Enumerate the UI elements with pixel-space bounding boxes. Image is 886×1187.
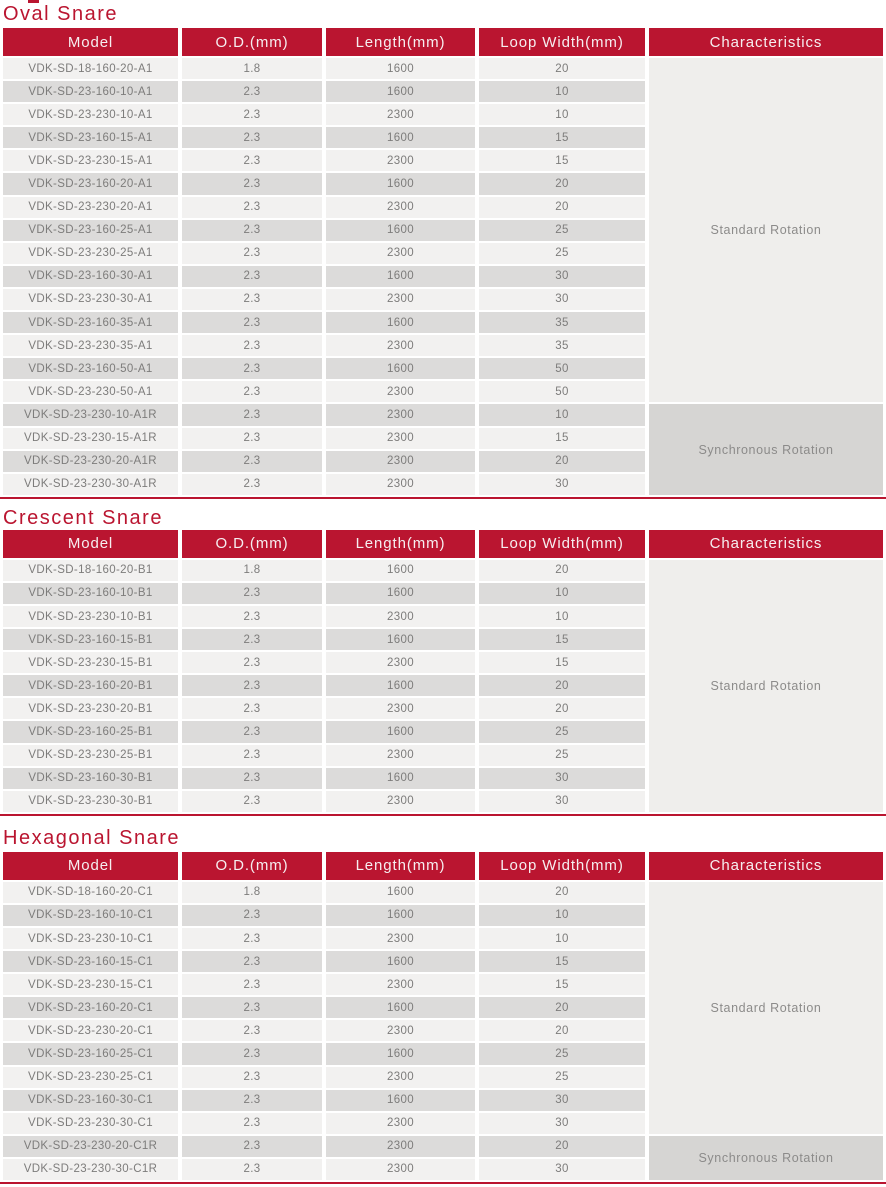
od-cell: 2.3: [182, 335, 322, 356]
loop-width-cell: 20: [479, 1136, 645, 1157]
od-cell: 2.3: [182, 127, 322, 148]
model-cell: VDK-SD-23-230-30-A1: [3, 289, 178, 310]
length-cell: 2300: [326, 289, 475, 310]
loop-width-cell: 10: [479, 905, 645, 926]
length-cell: 2300: [326, 150, 475, 171]
product-table-hexagonal-snare: [3, 852, 883, 1180]
length-cell: 2300: [326, 1159, 475, 1180]
model-cell: VDK-SD-23-230-30-C1: [3, 1113, 178, 1134]
model-cell: VDK-SD-23-230-35-A1: [3, 335, 178, 356]
length-cell: 2300: [326, 428, 475, 449]
loop-width-cell: 10: [479, 104, 645, 125]
loop-width-cell: 15: [479, 974, 645, 995]
loop-width-cell: 10: [479, 928, 645, 949]
model-cell: VDK-SD-23-160-20-A1: [3, 173, 178, 194]
loop-width-cell: 15: [479, 652, 645, 673]
loop-width-cell: 20: [479, 882, 645, 903]
table-bottom-rule: [0, 1182, 886, 1184]
loop-width-cell: 20: [479, 451, 645, 472]
od-cell: 2.3: [182, 606, 322, 627]
od-cell: 2.3: [182, 451, 322, 472]
loop-width-cell: 10: [479, 606, 645, 627]
loop-width-cell: 15: [479, 428, 645, 449]
column-header-model: Model: [3, 530, 178, 558]
model-cell: VDK-SD-18-160-20-B1: [3, 560, 178, 581]
characteristics-cell: Synchronous Rotation: [649, 1136, 883, 1180]
length-cell: 1600: [326, 905, 475, 926]
model-cell: VDK-SD-23-160-10-C1: [3, 905, 178, 926]
od-cell: 2.3: [182, 404, 322, 425]
loop-width-cell: 30: [479, 266, 645, 287]
model-cell: VDK-SD-23-230-20-C1: [3, 1020, 178, 1041]
od-cell: 1.8: [182, 58, 322, 79]
loop-width-cell: 35: [479, 335, 645, 356]
od-cell: 2.3: [182, 791, 322, 812]
characteristics-cell: Synchronous Rotation: [649, 404, 883, 494]
length-cell: 2300: [326, 381, 475, 402]
od-cell: 2.3: [182, 1113, 322, 1134]
od-cell: 2.3: [182, 197, 322, 218]
od-cell: 1.8: [182, 560, 322, 581]
length-cell: 2300: [326, 104, 475, 125]
loop-width-cell: 50: [479, 358, 645, 379]
column-header-od-mm: O.D.(mm): [182, 28, 322, 56]
table-bottom-rule: [0, 497, 886, 499]
product-table-crescent-snare: [3, 530, 883, 812]
loop-width-cell: 50: [479, 381, 645, 402]
length-cell: 2300: [326, 474, 475, 495]
model-cell: VDK-SD-23-160-25-A1: [3, 220, 178, 241]
od-cell: 2.3: [182, 220, 322, 241]
model-cell: VDK-SD-23-230-10-A1: [3, 104, 178, 125]
model-cell: VDK-SD-23-160-30-A1: [3, 266, 178, 287]
model-cell: VDK-SD-18-160-20-A1: [3, 58, 178, 79]
od-cell: 2.3: [182, 358, 322, 379]
column-header-loop-width-mm: Loop Width(mm): [479, 28, 645, 56]
loop-width-cell: 30: [479, 1090, 645, 1111]
cropped-heading-fragment: [28, 0, 39, 3]
loop-width-cell: 30: [479, 1113, 645, 1134]
column-header-length-mm: Length(mm): [326, 28, 475, 56]
length-cell: 2300: [326, 974, 475, 995]
column-header-od-mm: O.D.(mm): [182, 530, 322, 558]
od-cell: 2.3: [182, 289, 322, 310]
model-cell: VDK-SD-23-230-50-A1: [3, 381, 178, 402]
model-cell: VDK-SD-23-230-25-A1: [3, 243, 178, 264]
model-cell: VDK-SD-23-160-30-B1: [3, 768, 178, 789]
loop-width-cell: 25: [479, 1043, 645, 1064]
length-cell: 1600: [326, 220, 475, 241]
model-cell: VDK-SD-23-230-30-A1R: [3, 474, 178, 495]
length-cell: 2300: [326, 404, 475, 425]
loop-width-cell: 30: [479, 768, 645, 789]
column-header-od-mm: O.D.(mm): [182, 852, 322, 880]
length-cell: 2300: [326, 243, 475, 264]
od-cell: 2.3: [182, 428, 322, 449]
model-cell: VDK-SD-23-230-15-A1: [3, 150, 178, 171]
model-cell: VDK-SD-23-160-15-B1: [3, 629, 178, 650]
model-cell: VDK-SD-23-160-15-A1: [3, 127, 178, 148]
length-cell: 1600: [326, 1090, 475, 1111]
column-header-loop-width-mm: Loop Width(mm): [479, 530, 645, 558]
length-cell: 2300: [326, 652, 475, 673]
length-cell: 1600: [326, 721, 475, 742]
od-cell: 2.3: [182, 951, 322, 972]
od-cell: 2.3: [182, 721, 322, 742]
od-cell: 2.3: [182, 997, 322, 1018]
od-cell: 2.3: [182, 583, 322, 604]
length-cell: 1600: [326, 768, 475, 789]
column-header-loop-width-mm: Loop Width(mm): [479, 852, 645, 880]
section-title-hexagonal-snare: Hexagonal Snare: [3, 826, 181, 849]
length-cell: 1600: [326, 58, 475, 79]
loop-width-cell: 20: [479, 675, 645, 696]
od-cell: 2.3: [182, 173, 322, 194]
od-cell: 2.3: [182, 474, 322, 495]
od-cell: 2.3: [182, 381, 322, 402]
od-cell: 2.3: [182, 243, 322, 264]
od-cell: 2.3: [182, 150, 322, 171]
model-cell: VDK-SD-23-160-10-A1: [3, 81, 178, 102]
length-cell: 1600: [326, 629, 475, 650]
loop-width-cell: 25: [479, 721, 645, 742]
loop-width-cell: 10: [479, 81, 645, 102]
column-header-characteristics: Characteristics: [649, 852, 883, 880]
column-header-length-mm: Length(mm): [326, 530, 475, 558]
model-cell: VDK-SD-23-230-10-A1R: [3, 404, 178, 425]
length-cell: 2300: [326, 791, 475, 812]
loop-width-cell: 35: [479, 312, 645, 333]
model-cell: VDK-SD-23-230-20-B1: [3, 698, 178, 719]
column-header-model: Model: [3, 28, 178, 56]
section-crescent-snare: [0, 508, 886, 816]
loop-width-cell: 15: [479, 629, 645, 650]
length-cell: 1600: [326, 173, 475, 194]
od-cell: 1.8: [182, 882, 322, 903]
od-cell: 2.3: [182, 974, 322, 995]
model-cell: VDK-SD-23-160-20-C1: [3, 997, 178, 1018]
loop-width-cell: 10: [479, 583, 645, 604]
model-cell: VDK-SD-23-160-10-B1: [3, 583, 178, 604]
length-cell: 1600: [326, 312, 475, 333]
model-cell: VDK-SD-23-230-30-C1R: [3, 1159, 178, 1180]
loop-width-cell: 20: [479, 58, 645, 79]
od-cell: 2.3: [182, 905, 322, 926]
length-cell: 1600: [326, 675, 475, 696]
loop-width-cell: 20: [479, 173, 645, 194]
od-cell: 2.3: [182, 629, 322, 650]
model-cell: VDK-SD-23-230-15-C1: [3, 974, 178, 995]
length-cell: 2300: [326, 928, 475, 949]
length-cell: 2300: [326, 451, 475, 472]
loop-width-cell: 10: [479, 404, 645, 425]
length-cell: 1600: [326, 951, 475, 972]
model-cell: VDK-SD-23-160-20-B1: [3, 675, 178, 696]
od-cell: 2.3: [182, 266, 322, 287]
column-header-characteristics: Characteristics: [649, 28, 883, 56]
loop-width-cell: 25: [479, 745, 645, 766]
loop-width-cell: 20: [479, 197, 645, 218]
model-cell: VDK-SD-23-160-30-C1: [3, 1090, 178, 1111]
model-cell: VDK-SD-23-230-30-B1: [3, 791, 178, 812]
od-cell: 2.3: [182, 745, 322, 766]
loop-width-cell: 20: [479, 698, 645, 719]
column-header-length-mm: Length(mm): [326, 852, 475, 880]
od-cell: 2.3: [182, 652, 322, 673]
loop-width-cell: 15: [479, 150, 645, 171]
length-cell: 1600: [326, 127, 475, 148]
od-cell: 2.3: [182, 104, 322, 125]
model-cell: VDK-SD-23-160-25-B1: [3, 721, 178, 742]
loop-width-cell: 30: [479, 791, 645, 812]
loop-width-cell: 20: [479, 560, 645, 581]
model-cell: VDK-SD-23-160-25-C1: [3, 1043, 178, 1064]
loop-width-cell: 15: [479, 951, 645, 972]
model-cell: VDK-SD-23-230-15-A1R: [3, 428, 178, 449]
length-cell: 2300: [326, 335, 475, 356]
length-cell: 1600: [326, 1043, 475, 1064]
loop-width-cell: 30: [479, 474, 645, 495]
characteristics-cell: Standard Rotation: [649, 882, 883, 1134]
length-cell: 1600: [326, 997, 475, 1018]
length-cell: 2300: [326, 745, 475, 766]
length-cell: 2300: [326, 698, 475, 719]
loop-width-cell: 30: [479, 289, 645, 310]
model-cell: VDK-SD-23-230-25-B1: [3, 745, 178, 766]
od-cell: 2.3: [182, 675, 322, 696]
length-cell: 2300: [326, 1136, 475, 1157]
section-title-crescent-snare: Crescent Snare: [3, 506, 163, 529]
loop-width-cell: 15: [479, 127, 645, 148]
model-cell: VDK-SD-23-230-10-B1: [3, 606, 178, 627]
length-cell: 1600: [326, 560, 475, 581]
model-cell: VDK-SD-23-230-20-C1R: [3, 1136, 178, 1157]
od-cell: 2.3: [182, 1043, 322, 1064]
model-cell: VDK-SD-23-230-20-A1: [3, 197, 178, 218]
length-cell: 1600: [326, 81, 475, 102]
model-cell: VDK-SD-23-230-20-A1R: [3, 451, 178, 472]
length-cell: 1600: [326, 266, 475, 287]
loop-width-cell: 25: [479, 243, 645, 264]
column-header-characteristics: Characteristics: [649, 530, 883, 558]
section-oval-snare: [0, 4, 886, 499]
length-cell: 2300: [326, 1020, 475, 1041]
characteristics-cell: Standard Rotation: [649, 58, 883, 402]
loop-width-cell: 20: [479, 997, 645, 1018]
od-cell: 2.3: [182, 312, 322, 333]
characteristics-cell: Standard Rotation: [649, 560, 883, 812]
length-cell: 1600: [326, 358, 475, 379]
loop-width-cell: 25: [479, 220, 645, 241]
loop-width-cell: 20: [479, 1020, 645, 1041]
section-title-oval-snare: Oval Snare: [3, 3, 119, 25]
loop-width-cell: 30: [479, 1159, 645, 1180]
od-cell: 2.3: [182, 81, 322, 102]
length-cell: 2300: [326, 1067, 475, 1088]
length-cell: 2300: [326, 1113, 475, 1134]
table-bottom-rule: [0, 814, 886, 816]
section-hexagonal-snare: [0, 828, 886, 1184]
loop-width-cell: 25: [479, 1067, 645, 1088]
od-cell: 2.3: [182, 1136, 322, 1157]
od-cell: 2.3: [182, 1090, 322, 1111]
od-cell: 2.3: [182, 928, 322, 949]
product-table-oval-snare: [3, 28, 883, 495]
od-cell: 2.3: [182, 1159, 322, 1180]
column-header-model: Model: [3, 852, 178, 880]
od-cell: 2.3: [182, 1020, 322, 1041]
model-cell: VDK-SD-23-230-15-B1: [3, 652, 178, 673]
model-cell: VDK-SD-23-230-25-C1: [3, 1067, 178, 1088]
length-cell: 1600: [326, 583, 475, 604]
model-cell: VDK-SD-23-160-35-A1: [3, 312, 178, 333]
model-cell: VDK-SD-23-160-15-C1: [3, 951, 178, 972]
model-cell: VDK-SD-23-230-10-C1: [3, 928, 178, 949]
length-cell: 2300: [326, 606, 475, 627]
length-cell: 2300: [326, 197, 475, 218]
od-cell: 2.3: [182, 698, 322, 719]
length-cell: 1600: [326, 882, 475, 903]
model-cell: VDK-SD-18-160-20-C1: [3, 882, 178, 903]
od-cell: 2.3: [182, 768, 322, 789]
model-cell: VDK-SD-23-160-50-A1: [3, 358, 178, 379]
od-cell: 2.3: [182, 1067, 322, 1088]
